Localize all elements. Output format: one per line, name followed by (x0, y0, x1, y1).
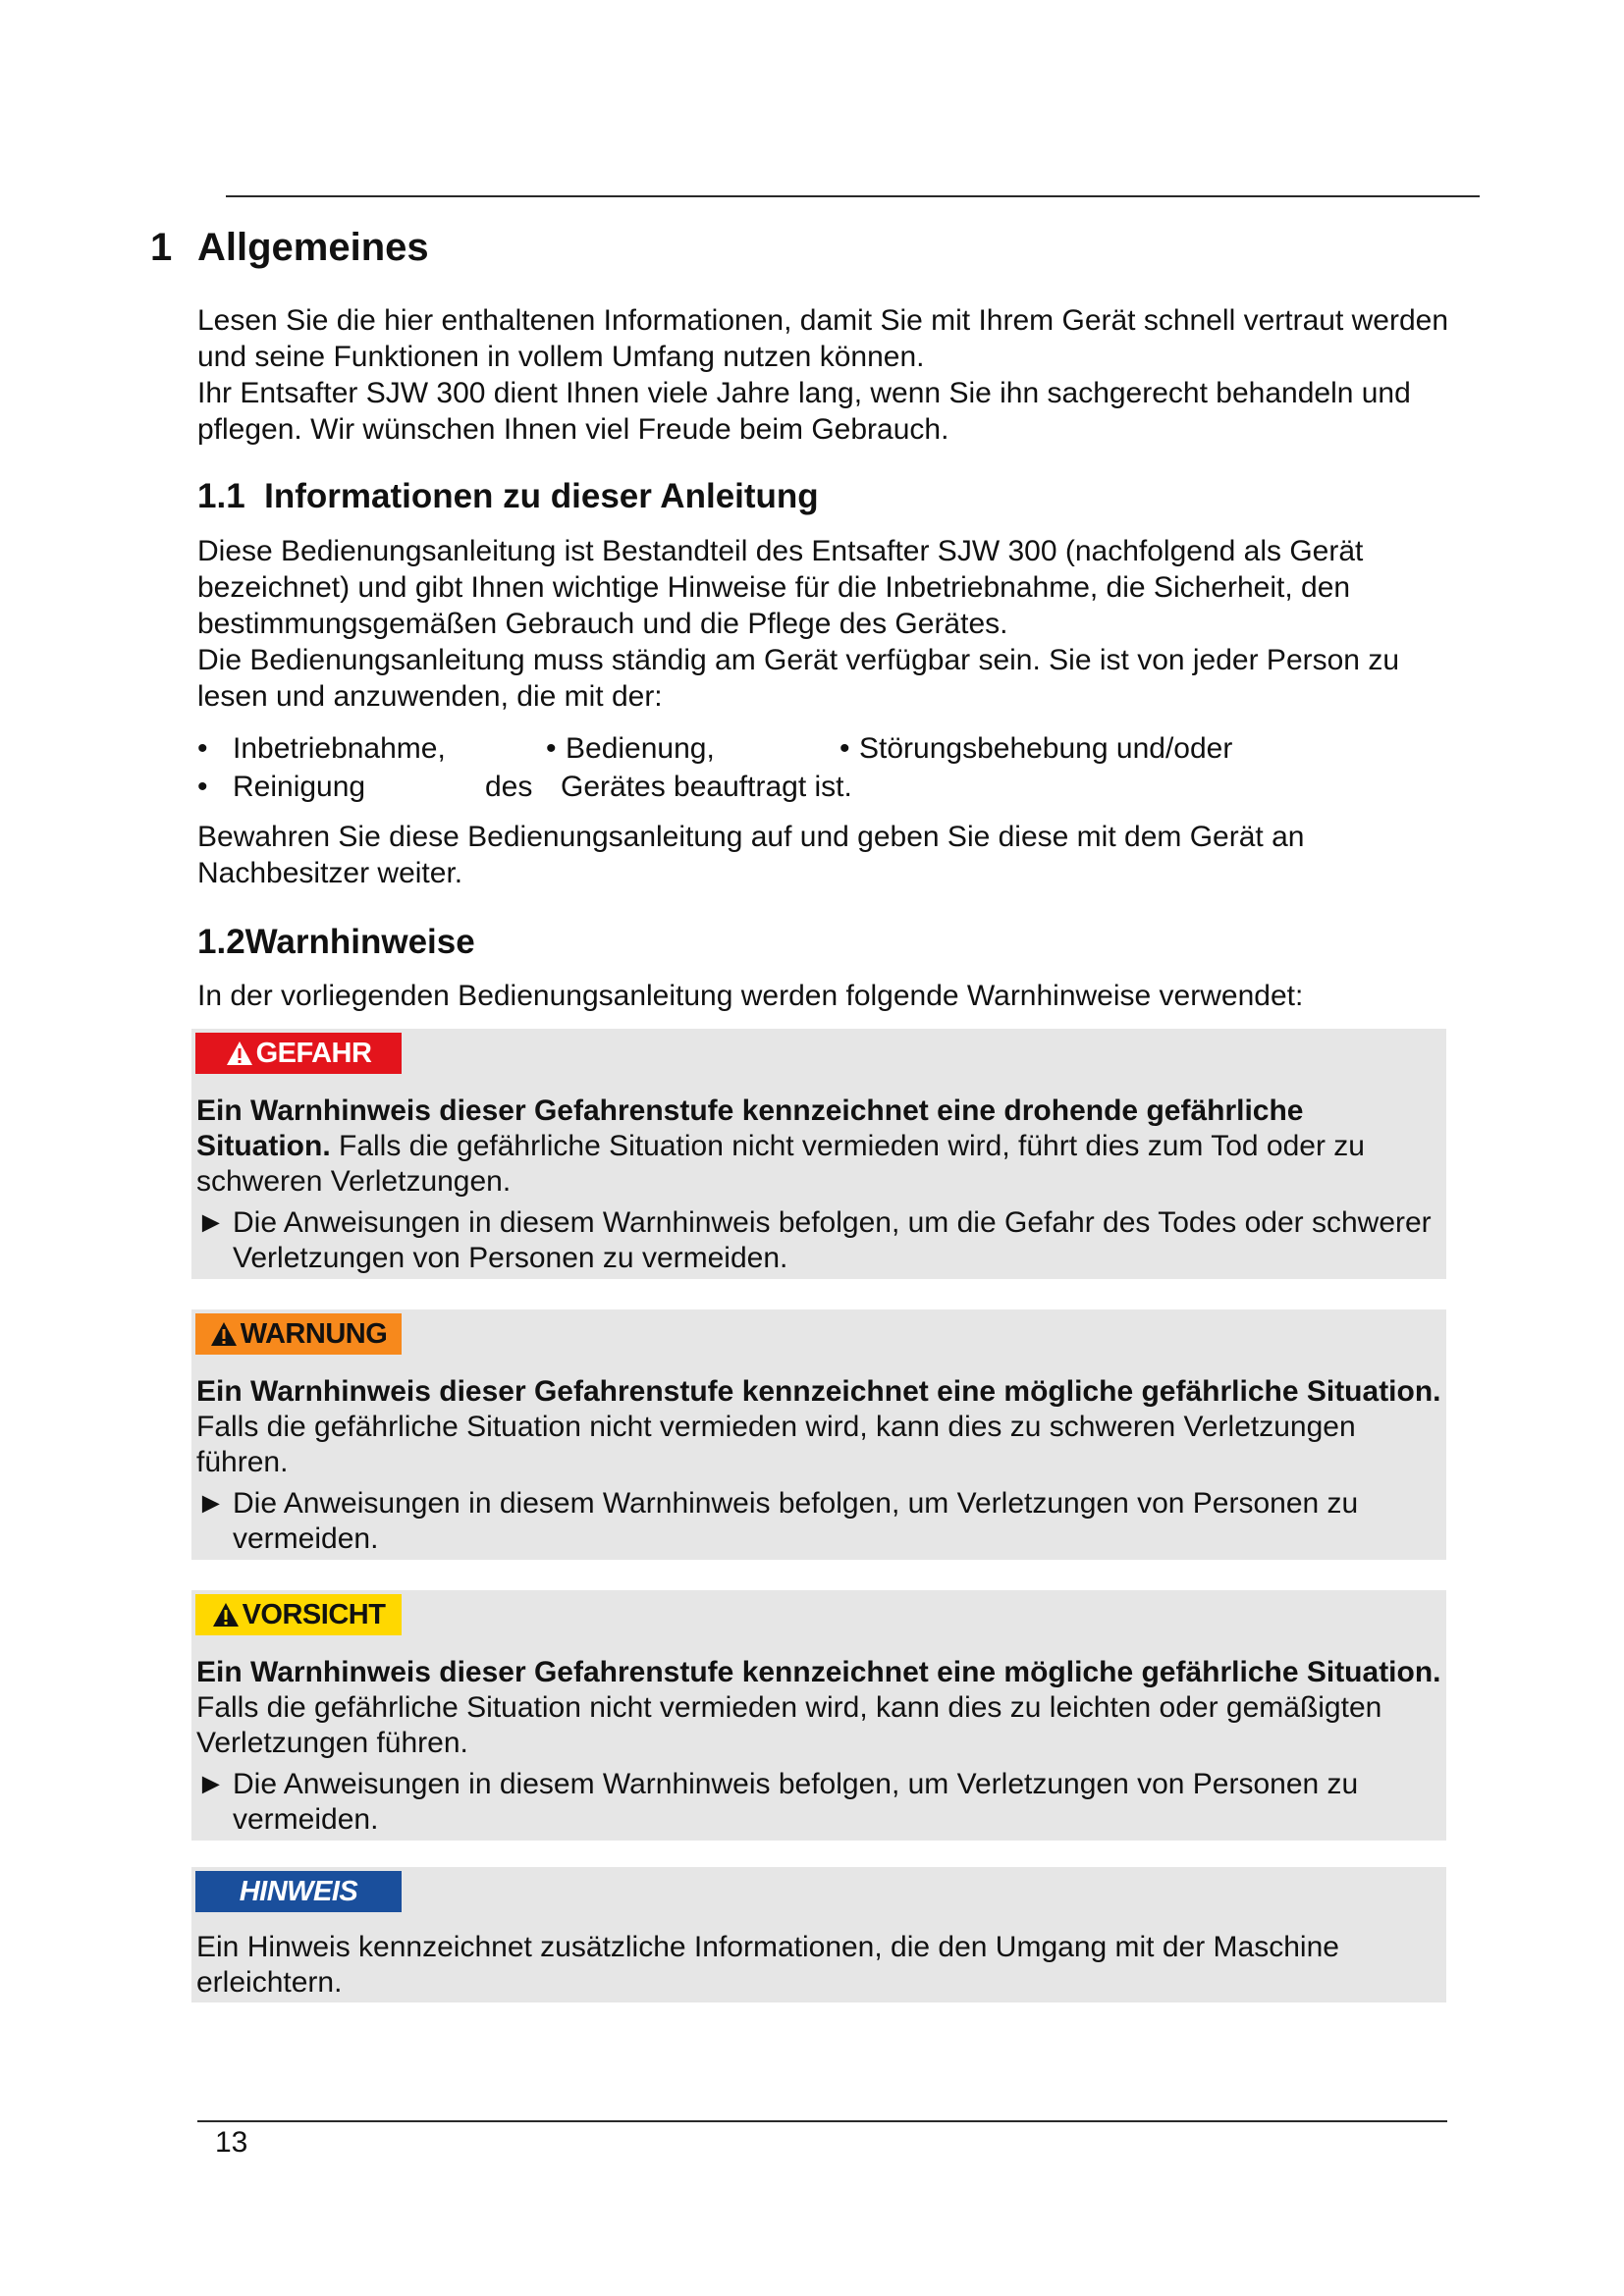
arrow-right-icon: ► (196, 1206, 226, 1239)
section-1-paragraph-2: Ihr Entsafter SJW 300 dient Ihnen viele Jahre lang, wenn Sie ihn sachgerecht behandeln und pflegen. Wir wünschen Ihnen viel Freude beim Gebrauch. (197, 377, 1411, 446)
warning-triangle-icon (212, 1602, 240, 1628)
bullet-rest: Gerätes beauftragt ist. (561, 771, 852, 803)
bullet-icon: • (839, 732, 850, 765)
header-rule (226, 195, 1480, 197)
warning-body-warnung: Falls die gefährliche Situation nicht vermieden wird, kann dies zu schweren Verletzungen führen. (196, 1411, 1356, 1478)
arrow-right-icon: ► (196, 1768, 226, 1800)
section-1-1-heading (197, 475, 819, 518)
warning-triangle-icon (226, 1041, 253, 1066)
warning-lead-vorsicht: Ein Warnhinweis dieser Gefahrenstufe kennzeichnet eine mögliche gefährliche Situation. (196, 1656, 1441, 1688)
warning-box-warnung (191, 1309, 1446, 1560)
bullet-item-stoerungsbehebung: Störungsbehebung und/oder (859, 732, 1233, 765)
badge-warnung (195, 1313, 402, 1355)
instruction-text-vorsicht: Die Anweisungen in diesem Warnhinweis befolgen, um Verletzungen von Personen zu vermeiden. (233, 1768, 1359, 1836)
warning-lead-gefahr: Ein Warnhinweis dieser Gefahrenstufe kennzeichnet eine drohende gefährliche Situation. (196, 1095, 1304, 1162)
section-1-paragraph-1: Lesen Sie die hier enthaltenen Informationen, damit Sie mit Ihrem Gerät schnell vertraut werden und seine Funktionen in vollem Umfang nutzen können. (197, 304, 1449, 373)
section-1-title: Allgemeines (197, 226, 429, 269)
instruction-text-warnung: Die Anweisungen in diesem Warnhinweis befolgen, um Verletzungen von Personen zu vermeiden. (233, 1487, 1359, 1555)
warning-body-gefahr: Falls die gefährliche Situation nicht vermieden wird, führt dies zum Tod oder zu schweren Verletzungen. (196, 1130, 1365, 1198)
bullet-item-inbetriebnahme: Inbetriebnahme, (233, 732, 446, 765)
bullet-word-des: des (485, 771, 533, 803)
bullet-icon: • (197, 732, 208, 765)
badge-gefahr-label: GEFAHR (255, 1037, 372, 1069)
instruction-vorsicht (196, 1767, 1441, 1838)
bullet-item-bedienung: Bedienung, (566, 732, 715, 765)
section-1-1-paragraph-3: Bewahren Sie diese Bedienungsanleitung auf und geben Sie diese mit dem Gerät an Nachbesitzer weiter. (197, 821, 1305, 889)
section-1-heading (150, 224, 429, 271)
bullet-list-row-1 (197, 730, 1454, 767)
arrow-right-icon: ► (196, 1487, 226, 1520)
warning-text-warnung (196, 1374, 1441, 1480)
badge-gefahr (195, 1033, 402, 1074)
section-1-2-title: Warnhinweise (244, 923, 475, 961)
section-1-2-heading (197, 921, 475, 964)
badge-hinweis (195, 1871, 402, 1912)
bullet-list-row-2 (197, 769, 1454, 805)
bullet-icon: • (197, 771, 208, 803)
warning-body-vorsicht: Falls die gefährliche Situation nicht vermieden wird, kann dies zu leichten oder gemäßigten Verletzungen führen. (196, 1691, 1382, 1759)
section-1-1-paragraph-2: Die Bedienungsanleitung muss ständig am Gerät verfügbar sein. Sie ist von jeder Person zu lesen und anzuwenden, die mit der: (197, 644, 1400, 713)
section-1-1-body (197, 533, 1454, 715)
warning-text-gefahr (196, 1094, 1441, 1200)
section-1-number: 1 (150, 226, 173, 269)
badge-warnung-label: WARNUNG (240, 1317, 388, 1350)
section-1-1-paragraph-1: Diese Bedienungsanleitung ist Bestandteil des Entsafter SJW 300 (nachfolgend als Gerät bezeichnet) und gibt Ihnen wichtige Hinweise für die Inbetriebnahme, die Sicherheit, den bestimmungsgemäßen Gebrauch und die Pflege des Gerätes. (197, 535, 1364, 640)
footer-rule (197, 2120, 1447, 2122)
notice-box-hinweis (191, 1867, 1446, 2002)
section-1-1-title: Informationen zu dieser Anleitung (264, 477, 819, 515)
bullet-item-reinigung: Reinigung (233, 771, 366, 803)
section-1-body (197, 302, 1454, 448)
badge-hinweis-label: HINWEIS (239, 1875, 358, 1907)
instruction-gefahr (196, 1205, 1441, 1276)
badge-vorsicht (195, 1594, 402, 1635)
warning-triangle-icon (210, 1321, 238, 1347)
bullet-icon: • (546, 732, 557, 765)
badge-vorsicht-label: VORSICHT (242, 1598, 386, 1630)
instruction-text-gefahr: Die Anweisungen in diesem Warnhinweis befolgen, um die Gefahr des Todes oder schwerer Verletzungen von Personen zu vermeiden. (233, 1206, 1432, 1274)
page-number: 13 (215, 2126, 248, 2159)
section-1-2-intro: In der vorliegenden Bedienungsanleitung werden folgende Warnhinweise verwendet: (197, 980, 1304, 1012)
warning-lead-warnung: Ein Warnhinweis dieser Gefahrenstufe kennzeichnet eine mögliche gefährliche Situation. (196, 1375, 1441, 1408)
instruction-warnung (196, 1486, 1441, 1557)
section-1-2-number: 1.2 (197, 923, 245, 961)
section-1-1-number: 1.1 (197, 477, 245, 515)
warning-text-vorsicht (196, 1655, 1441, 1761)
warning-box-vorsicht (191, 1590, 1446, 1841)
notice-text-hinweis: Ein Hinweis kennzeichnet zusätzliche Informationen, die den Umgang mit der Maschine erleichtern. (196, 1931, 1339, 1999)
warning-box-gefahr (191, 1029, 1446, 1279)
